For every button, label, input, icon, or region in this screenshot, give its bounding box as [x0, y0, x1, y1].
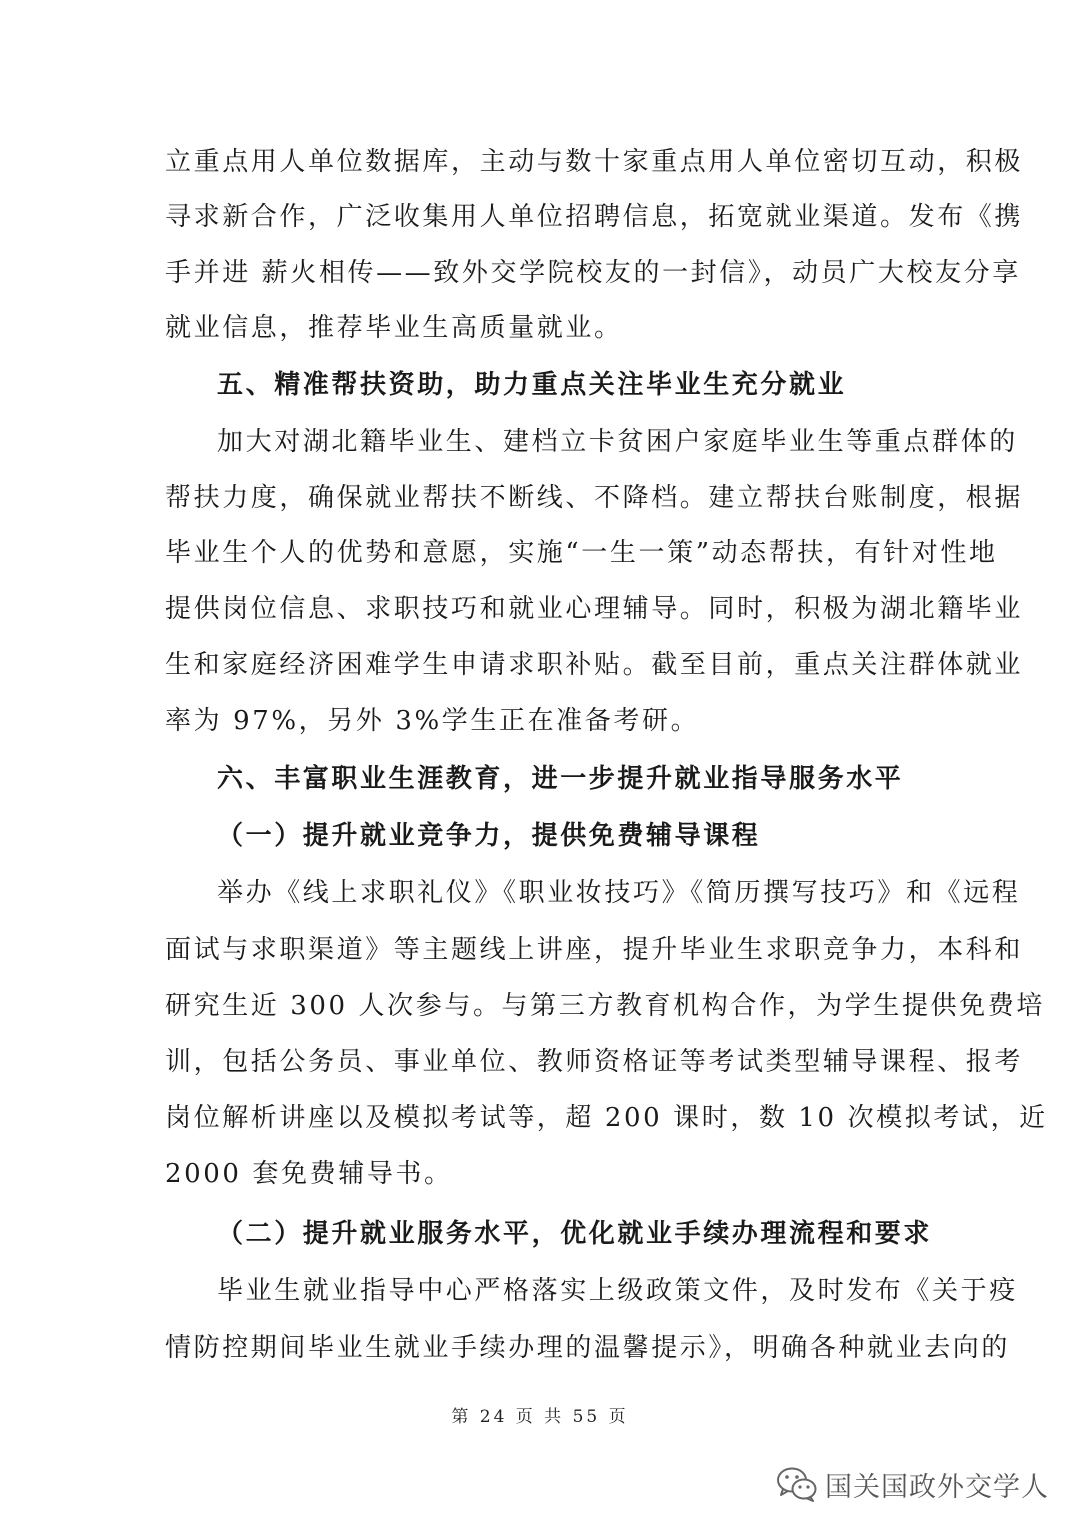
watermark-text: 国关国政外交学人	[825, 1471, 1049, 1503]
body-line: 手并进 薪火相传——致外交学院校友的一封信》，动员广大校友分享	[165, 258, 1021, 288]
body-line: 研究生近 300 人次参与。与第三方教育机构合作，为学生提供免费培	[165, 991, 1045, 1021]
subsection-heading: （一）提升就业竞争力，提供免费辅导课程	[217, 821, 761, 851]
body-line: 面试与求职渠道》等主题线上讲座，提升毕业生求职竞争力，本科和	[165, 935, 1024, 965]
body-line: 毕业生就业指导中心严格落实上级政策文件，及时发布《关于疫	[217, 1276, 1018, 1306]
body-line: 毕业生个人的优势和意愿，实施“一生一策”动态帮扶，有针对性地	[165, 538, 998, 568]
body-line: 2000 套免费辅导书。	[165, 1159, 453, 1189]
body-line: 就业信息，推荐毕业生高质量就业。	[165, 313, 623, 343]
body-line: 帮扶力度，确保就业帮扶不断线、不降档。建立帮扶台账制度，根据	[165, 483, 1024, 513]
watermark	[775, 1462, 1065, 1506]
body-line: 训，包括公务员、事业单位、教师资格证等考试类型辅导课程、报考	[165, 1047, 1024, 1077]
subsection-heading: （二）提升就业服务水平，优化就业手续办理流程和要求	[217, 1219, 933, 1249]
body-line: 加大对湖北籍毕业生、建档立卡贫困户家庭毕业生等重点群体的	[217, 427, 1018, 457]
body-line: 岗位解析讲座以及模拟考试等，超 200 课时，数 10 次模拟考试，近	[165, 1103, 1048, 1133]
section-heading: 五、精准帮扶资助，助力重点关注毕业生充分就业	[217, 370, 847, 400]
body-line: 提供岗位信息、求职技巧和就业心理辅导。同时，积极为湖北籍毕业	[165, 594, 1024, 624]
body-line: 生和家庭经济困难学生申请求职补贴。截至目前，重点关注群体就业	[165, 650, 1024, 680]
section-heading: 六、丰富职业生涯教育，进一步提升就业指导服务水平	[217, 764, 904, 794]
wechat-icon	[775, 1465, 819, 1503]
body-line: 情防控期间毕业生就业手续办理的温馨提示》，明确各种就业去向的	[165, 1333, 1011, 1363]
body-line: 率为 97%，另外 3%学生正在准备考研。	[165, 706, 700, 736]
body-line: 举办《线上求职礼仪》《职业妆技巧》《简历撰写技巧》和《远程	[217, 878, 1021, 908]
body-line: 寻求新合作，广泛收集用人单位招聘信息，拓宽就业渠道。发布《携	[165, 202, 1024, 232]
body-line: 立重点用人单位数据库，主动与数十家重点用人单位密切互动，积极	[165, 147, 1024, 177]
page-number-footer: 第 24 页 共 55 页	[451, 1407, 629, 1427]
